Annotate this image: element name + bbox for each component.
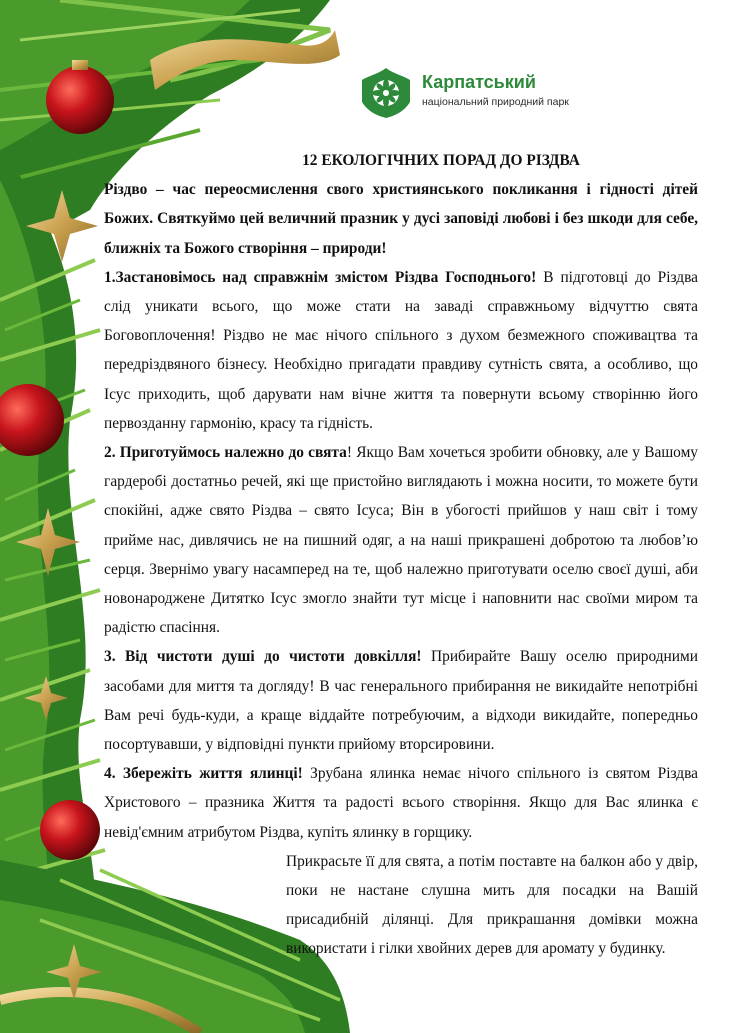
tip-heading: 2. Приготуймось належно до свята: [104, 444, 347, 462]
red-ornament: [46, 66, 114, 134]
tip-paragraph: [104, 759, 698, 847]
tip-paragraph: [104, 642, 698, 759]
tip-heading: 1.Застановімось над справжнім змістом Різдва Господнього!: [104, 268, 537, 286]
tip-paragraph: [104, 438, 698, 642]
tip-text: Зрубана ялинка немає нічого спільного із святом Різдва Христового – празника Життя та радості всього створіння. Якщо для Вас ялинка є невід'ємним атрибутом Різдва, купіть ялинку в горщику.: [104, 765, 699, 841]
red-ornament: [40, 800, 100, 860]
park-name: Карпатський: [422, 72, 536, 92]
page-title: 12 ЕКОЛОГІЧНИХ ПОРАД ДО РІЗДВА: [302, 152, 580, 169]
tip-heading: 4. Збережіть життя ялинці!: [104, 765, 303, 783]
tip-text: Прибирайте Вашу оселю природними засобами для миття та догляду! В час генерального прибирання не викидайте непотрібні Вам речі будь-куди, а краще віддайте потребуючим, а відходи викидайте, попередньо посортувавши, у відповідні пункти прийому вторсировини.: [104, 648, 698, 754]
park-subtitle: національний природний парк: [422, 96, 569, 108]
tip-heading: 3. Від чистоти душі до чистоти довкілля!: [104, 648, 422, 666]
park-logo: [360, 66, 590, 120]
continuation-paragraph: Прикрасьте її для свята, а потім поставте на балкон або у двір, поки не настане слушна мить для посадки на Вашій присадибній ділянці. Для прикрашання домівки можна використати і гілки хвойних дерев для аромату у будинку.: [286, 852, 698, 958]
leaf-emblem-icon: [360, 66, 412, 118]
document-body: [104, 146, 698, 964]
intro-paragraph: Різдво – час переосмислення свого християнського покликання і гідності дітей Божих. Святкуймо цей величний празник у дусі заповіді любові і без шкоди для себе, ближніх та Божого створіння – природи!: [104, 181, 698, 257]
tip-paragraph: [104, 263, 698, 438]
tip-text: В підготовці до Різдва слід уникати всього, що може стати на заваді справжньому відчуттю свята Боговоплочення! Різдво не має нічого спільного з духом безмежного споживацтва та передріздвяного бізнесу. Необхідно пригадати правдиву сутність свята, а особливо, що Ісус приходить, щоб дарувати нам вічне життя та повернути всьому створінню його первозданну гармонію, красу та гідність.: [104, 268, 699, 432]
tip-text: ! Якщо Вам хочеться зробити обновку, але у Вашому гардеробі достатньо речей, які ще пристойно виглядають і можна носити, то можете бути спокійні, адже свято Різдва – свято Ісуса; Він в убогості прийшов у наш світ і тому прийме нас, дивлячись не на пишний одяг, а на наші прикрашені добротою та любов’ю серця. Звернімо увагу насамперед на те, щоб належно приготувати оселю своєї душі, аби новонароджене Дитятко Ісус змогло знайти тут місце і наповнити нас своїми миром та радістю спасіння.: [104, 444, 699, 637]
